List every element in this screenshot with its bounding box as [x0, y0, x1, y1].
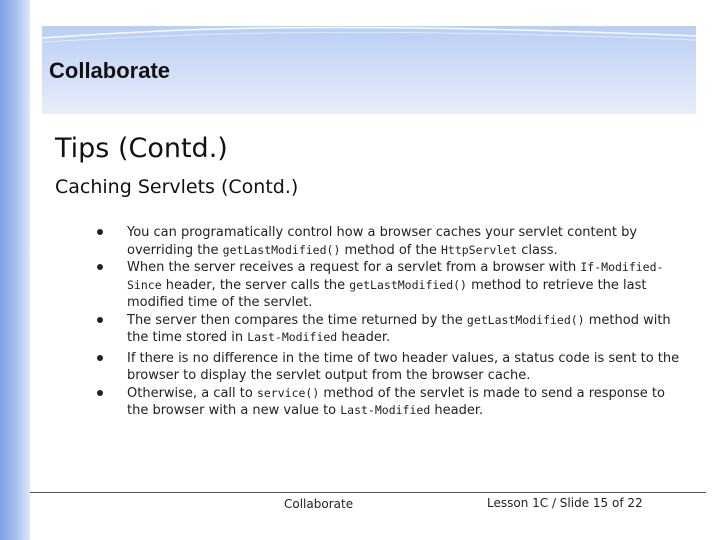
code-term: getLastModified(): [349, 277, 467, 292]
footer-divider: [30, 492, 706, 493]
bullet-item: [90, 312, 680, 347]
code-term: getLastModified(): [466, 312, 585, 327]
bullet-text: header.: [430, 403, 484, 418]
bullet-text: method of the: [340, 242, 441, 258]
bullet-item: [90, 259, 680, 312]
bullet-text: The server then compares the time returned by the: [127, 312, 467, 328]
bullet-icon: [97, 390, 103, 396]
bullet-icon: [97, 229, 103, 235]
slide-title: Tips (Contd.): [55, 133, 228, 164]
bullet-item: [90, 385, 680, 420]
bullet-text: method with the time stored in: [127, 312, 671, 345]
bullet-text: method to retrieve the last modified time of the servlet.: [127, 277, 647, 310]
code-term: getLastModified(): [222, 242, 341, 257]
footer-center-label: Collaborate: [284, 497, 354, 511]
bullet-item: [90, 224, 680, 259]
bullet-icon: [97, 355, 103, 361]
bullet-text: class.: [517, 242, 558, 258]
code-term: HttpServlet: [440, 242, 518, 257]
code-term: If-Modified-Since: [127, 260, 664, 292]
left-accent-bar: [0, 0, 30, 540]
header-title: Collaborate: [49, 58, 171, 83]
bullet-text: If there is no difference in the time of two header values, a status code is sent to the browser to display the servlet output from the browser cache.: [127, 350, 680, 383]
bullet-icon: [97, 317, 103, 323]
bullet-icon: [97, 264, 103, 270]
bullet-text: You can programatically control how a browser caches your servlet content by overriding the: [127, 225, 638, 258]
code-term: Last-Modified: [247, 330, 338, 344]
bullet-item: [90, 350, 680, 385]
bullet-text: header, the server calls the: [161, 277, 350, 293]
bullet-text: When the server receives a request for a servlet from a browser with: [127, 260, 581, 275]
bullet-text: header.: [337, 330, 391, 345]
footer-slide-number: Lesson 1C / Slide 15 of 22: [487, 496, 643, 510]
code-term: service(): [256, 385, 320, 400]
code-term: Last-Modified: [340, 403, 431, 417]
slide-subtitle: Caching Servlets (Contd.): [55, 176, 299, 198]
bullet-list: [90, 224, 680, 420]
bullet-text: method of the servlet is made to send a response to the browser with a new value to: [127, 385, 665, 418]
bullet-text: Otherwise, a call to: [127, 385, 257, 401]
